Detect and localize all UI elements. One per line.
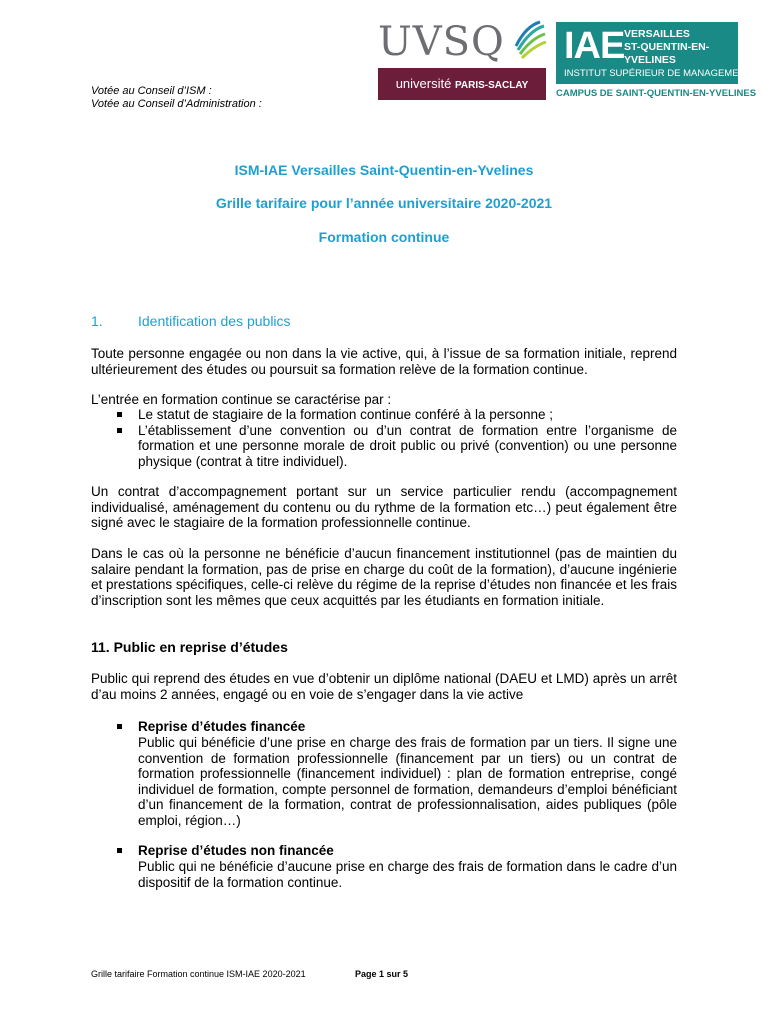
bullet-list bbox=[91, 407, 677, 469]
reprise-financee bbox=[91, 719, 677, 829]
bullet-square-icon bbox=[117, 412, 122, 417]
section-1-number: 1. bbox=[91, 313, 103, 329]
bullet-square-icon bbox=[117, 724, 122, 729]
list-item bbox=[91, 423, 677, 470]
iae-mark: IAE bbox=[564, 25, 625, 67]
iae-location bbox=[624, 28, 738, 67]
paragraph-1: Toute personne engagée ou non dans la vie active, qui, à l’issue de sa formation initiale, reprend ultérieurement des études ou poursuit sa formation relève de la formation continue. bbox=[91, 346, 677, 377]
bullet-text: Le statut de stagiaire de la formation continue conféré à la personne ; bbox=[138, 407, 554, 422]
paris-saclay-suffix: PARIS-SACLAY bbox=[454, 80, 529, 91]
section-1-title: Identification des publics bbox=[138, 313, 291, 329]
reprise-financee-title: Reprise d’études financée bbox=[138, 719, 306, 734]
section-11-title: 11. Public en reprise d’études bbox=[91, 639, 288, 655]
bullet-text: L’établissement d’une convention ou d’un contrat de formation entre l’organisme de formation et une personne morale de droit public ou privé (convention) ou une personne physique (contrat à titre individuel). bbox=[138, 422, 677, 469]
formation-title: Formation continue bbox=[318, 229, 450, 245]
paris-saclay-banner bbox=[378, 68, 546, 100]
iae-logo bbox=[556, 22, 752, 84]
paragraph-2: L’entrée en formation continue se caractérise par : bbox=[91, 392, 392, 407]
grille-title: Grille tarifaire pour l’année universitaire 2020-2021 bbox=[215, 195, 553, 211]
uvsq-logo bbox=[378, 18, 548, 100]
institution-title: ISM-IAE Versailles Saint-Quentin-en-Yvelines bbox=[234, 162, 534, 178]
reprise-non-financee-text: Public qui ne bénéficie d’aucune prise en charge des frais de formation dans le cadre d’un dispositif de la formation continue. bbox=[138, 859, 677, 890]
bullet-square-icon bbox=[117, 848, 122, 853]
footer-page-number: Page 1 sur 5 bbox=[355, 969, 409, 979]
votee-ism: Votée au Conseil d’ISM : bbox=[91, 85, 212, 97]
campus-label: CAMPUS DE SAINT-QUENTIN-EN-YVELINES bbox=[556, 88, 757, 99]
iae-subtitle: INSTITUT SUPÉRIEUR DE MANAGEMENT bbox=[564, 68, 752, 79]
paragraph-4: Dans le cas où la personne ne bénéficie d’aucun financement institutionnel (pas de maintien du salaire pendant la formation, pas de prise en charge du coût de la formation), d’aucune ingénierie et prestations spécifiques, celle-ci relève du régime de la reprise d’études non financée et les frais d’inscription sont les mêmes que ceux acquittés par les étudiants en formation initiale. bbox=[91, 546, 677, 608]
reprise-financee-text: Public qui bénéficie d’une prise en charge des frais de formation par un tiers. Il signe une convention de formation professionnelle (financement par un tiers) ou un contrat de formation professionnelle (financement individuel) : plan de formation entreprise, congé individuel de formation, compte personnel de formation, demandeurs d’emploi bénéficiant d’un financement de la formation, contrat de professionnalisation, aides publiques (pôle emploi, région…) bbox=[138, 735, 677, 828]
footer-document-title: Grille tarifaire Formation continue ISM-IAE 2020-2021 bbox=[91, 969, 306, 979]
list-item bbox=[91, 407, 677, 423]
reprise-non-financee bbox=[91, 843, 677, 893]
section-11-intro: Public qui reprend des études en vue d’obtenir un diplôme national (DAEU et LMD) après un arrêt d’au moins 2 années, engagé ou en voie de s’engager dans la vie active bbox=[91, 671, 677, 702]
reprise-non-financee-title: Reprise d’études non financée bbox=[138, 843, 334, 858]
votee-administration: Votée au Conseil d’Administration : bbox=[91, 98, 262, 110]
iae-line2: ST-QUENTIN-EN-YVELINES bbox=[624, 41, 710, 66]
paris-saclay-prefix: université bbox=[395, 76, 452, 91]
uvsq-wordmark: UVSQ bbox=[378, 19, 505, 65]
uvsq-swoosh-icon bbox=[512, 20, 548, 64]
iae-line1: VERSAILLES bbox=[624, 28, 690, 40]
paragraph-3: Un contrat d’accompagnement portant sur un service particulier rendu (accompagnement individualisé, aménagement du contenu ou du rythme de la formation etc…) peut également être signé avec le stagiaire de la formation professionnelle continue. bbox=[91, 484, 677, 530]
bullet-square-icon bbox=[117, 428, 122, 433]
